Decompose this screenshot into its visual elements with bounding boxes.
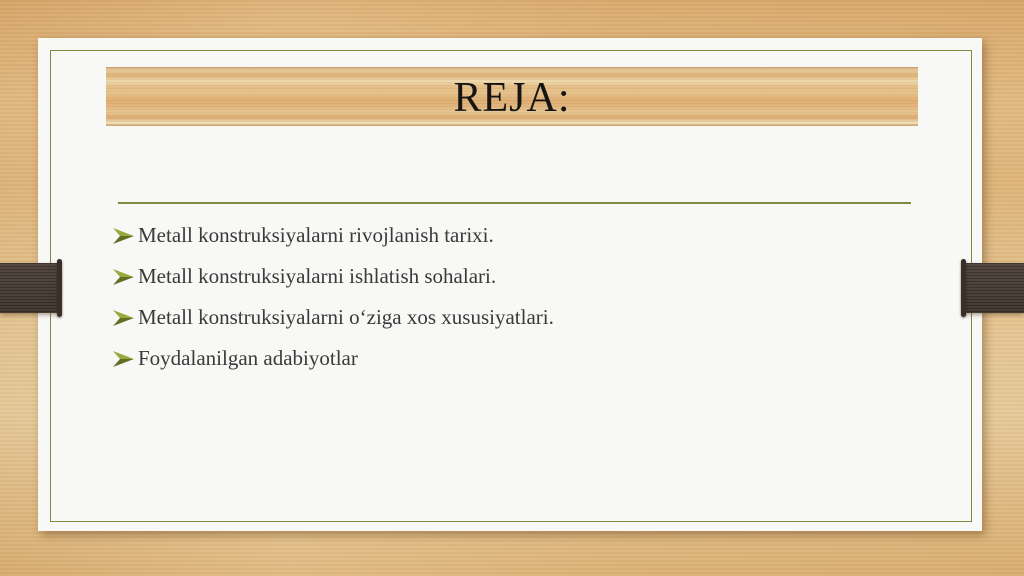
right-clip-handle: [961, 259, 966, 317]
bullet-text: Foydalanilgan adabiyotlar: [138, 346, 358, 370]
title-divider-line: [118, 202, 911, 204]
bullet-list: [112, 224, 932, 388]
bullet-text: Metall konstruksiyalarni ishlatish sohalari.: [138, 264, 497, 288]
page-title: REJA:: [453, 74, 571, 121]
left-edge-clip: [0, 263, 60, 313]
title-banner: [106, 67, 918, 126]
list-item: [112, 224, 932, 247]
presentation-slide: [38, 38, 982, 531]
arrow-bullet-icon: [112, 349, 136, 369]
arrow-bullet-icon: [112, 267, 136, 287]
list-item: [112, 347, 932, 370]
bullet-text: Metall konstruksiyalarni rivojlanish tarixi.: [138, 223, 494, 247]
arrow-bullet-icon: [112, 308, 136, 328]
list-item: [112, 265, 932, 288]
arrow-bullet-icon: [112, 226, 136, 246]
left-clip-handle: [57, 259, 62, 317]
right-edge-clip: [963, 263, 1024, 313]
bullet-text: Metall konstruksiyalarni o‘ziga xos xususiyatlari.: [138, 305, 554, 329]
list-item: [112, 306, 932, 329]
